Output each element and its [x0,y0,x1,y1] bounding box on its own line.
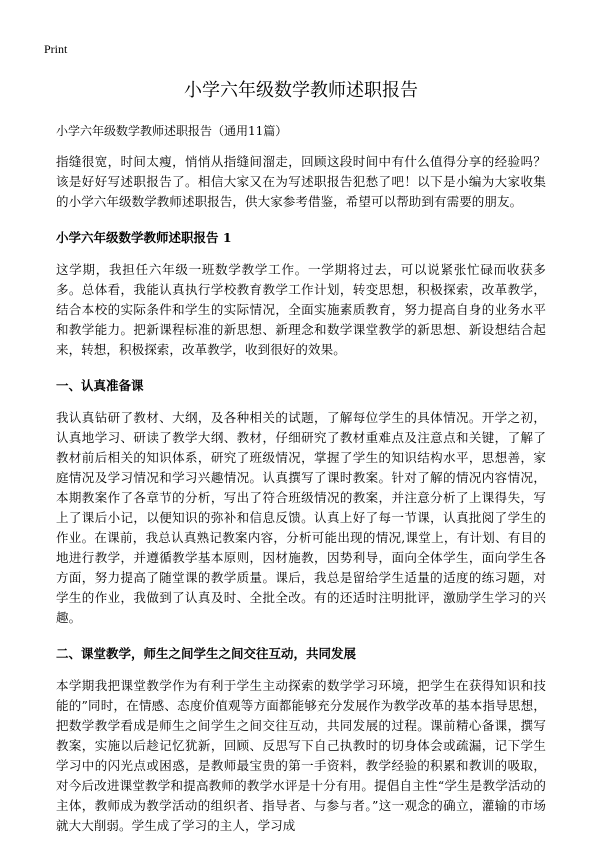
paragraph-2: 我认真钻研了教材、大纲，及各种相关的试题，了解每位学生的具体情况。开学之初，认真地学习、研读了教学大纲、教材，仔细研究了教材重难点及注意点和关键，了解了教材前后相关的知识体系，研究了班级情况，掌握了学生的知识结构水平，思想善，家庭情况及学习情况和学习兴趣情况。认真撰写了课时教案。针对了解的情况内容情况，本期教案作了各章节的分析，写出了符合班级情况的教案，并注意分析了上课得失，写上了课后小记，以便知识的弥补和信息反馈。认真上好了每一节课，认真批阅了学生的作业。在课前，我总认真熟记教案内容，分析可能出现的情况,课堂上，有计划、有目的地进行教学，并遵循教学基本原则，因材施教，因势利导，面向全体学生，面向学生各方面，努力提高了随堂课的教学质量。课后，我总是留给学生适量的适度的练习题，对学生的作业，我做到了认真及时、全批全改。有的还适时注明批评，激励学生学习的兴趣。 [56,410,546,625]
section-title: 小学六年级数学教师述职报告 1 [56,230,232,245]
document-title: 小学六年级数学教师述职报告 [184,80,418,101]
paragraph-1: 这学期，我担任六年级一班数学教学工作。一学期将过去，可以说紧张忙碌而收获多多。总体看，我能认真执行学校教育教学工作计划，转变思想，积极探索，改革教学，结合本校的实际条件和学生的实际情况，全面实施素质教育，努力提高自身的业务水平和教学能力。把新课程标准的新思想、新理念和数学课堂教学的新思想、新设想结合起来，转想，积极探索，改革教学，收到很好的效果。 [56,262,546,357]
intro-paragraph: 指缝很宽，时间太瘦，悄悄从指缝间溜走，回顾这段时间中有什么值得分享的经验吗？该是好好写述职报告了。相信大家又在为写述职报告犯愁了吧！以下是小编为大家收集的小学六年级数学教师述职报告，供大家参考借鉴，希望可以帮助到有需要的朋友。 [56,154,546,209]
document-subtitle: 小学六年级数学教师述职报告（通用11篇） [56,124,288,138]
heading-2: 二、课堂教学，师生之间学生之间交往互动，共同发展 [56,646,357,661]
heading-1: 一、认真准备课 [56,378,144,393]
paragraph-3: 本学期我把课堂教学作为有利于学生主动探索的数学学习环境，把学生在获得知识和技能的”同时，在情感、态度价值观等方面都能够充分发展作为教学改革的基本指导思想，把数学教学看成是师生之间学生之间交往互动，共同发展的过程。课前精心备课，撰写教案，实施以后趁记忆犹新，回顾、反思写下自己执教时的切身体会或疏漏，记下学生学习中的闪光点或困惑，是教师最宝贵的第一手资料，教学经验的积累和教训的吸取，对今后改进课堂教学和提高教师的教学水评是十分有用。提倡自主性“学生是教学活动的主体，教师成为教学活动的组织者、指导者、与参与者。”这一观念的确立，灌输的市场就大大削弱。学生成了学习的主人，学习成 [56,678,546,833]
print-link[interactable]: Print [44,42,68,56]
document-body [56,78,546,852]
